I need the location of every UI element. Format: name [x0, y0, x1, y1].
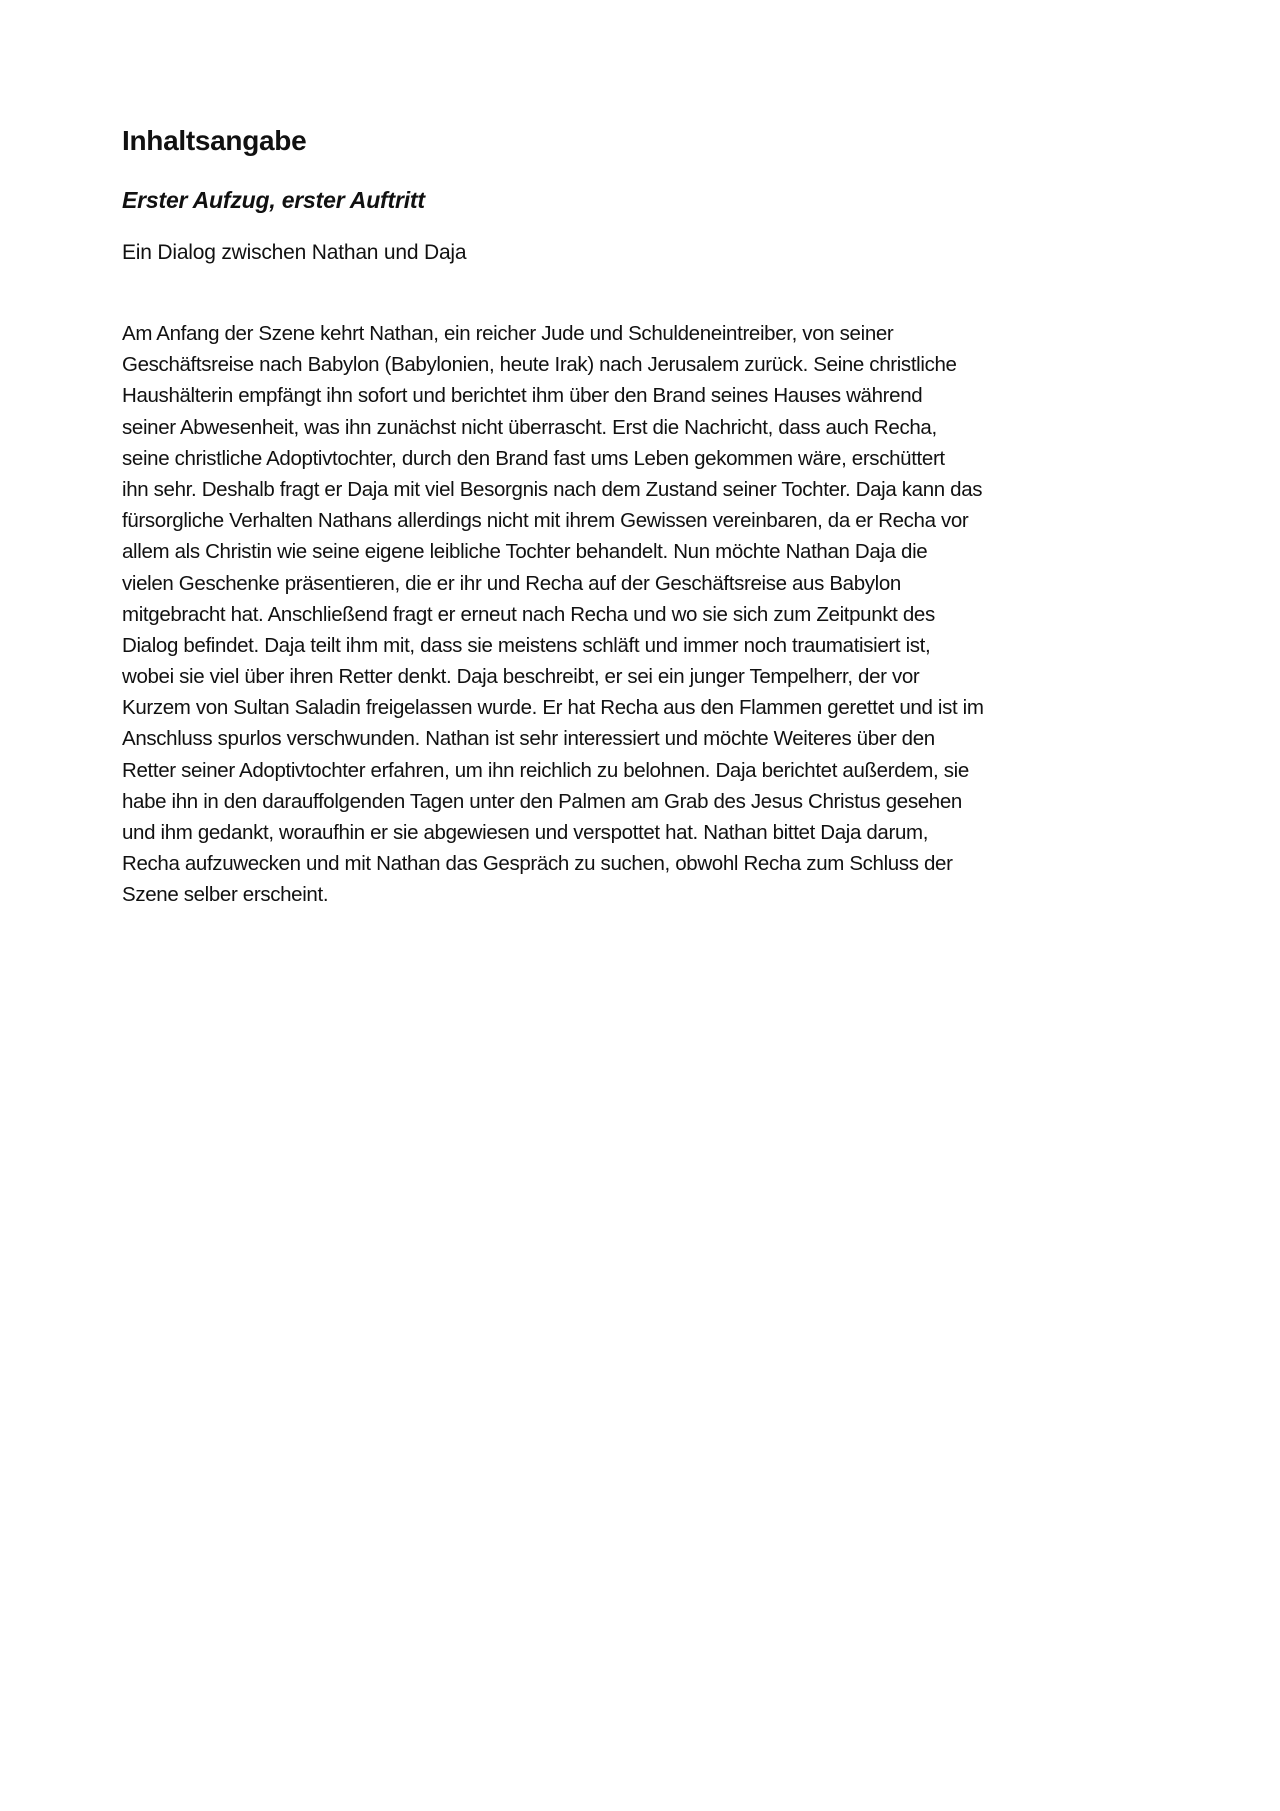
paragraph-line: Am Anfang der Szene kehrt Nathan, ein reicher Jude und Schuldeneintreiber, von seiner — [122, 322, 894, 345]
page-title: Inhaltsangabe — [122, 125, 307, 156]
paragraph-line: mitgebracht hat. Anschließend fragt er erneut nach Recha und wo sie sich zum Zeitpunkt des — [122, 602, 935, 626]
paragraph-line: Dialog befindet. Daja teilt ihm mit, dass sie meistens schläft und immer noch traumatisiert ist, — [122, 633, 931, 657]
paragraph-line: Geschäftsreise nach Babylon (Babylonien, heute Irak) nach Jerusalem zurück. Seine christliche — [122, 353, 957, 377]
paragraph-line: Anschluss spurlos verschwunden. Nathan ist sehr interessiert und möchte Weiteres über den — [122, 727, 935, 751]
section-subtitle: Ein Dialog zwischen Nathan und Daja — [122, 241, 467, 264]
paragraph-line: vielen Geschenke präsentieren, die er ihr und Recha auf der Geschäftsreise aus Babylon — [122, 571, 901, 595]
paragraph-line: Recha aufzuwecken und mit Nathan das Gespräch zu suchen, obwohl Recha zum Schluss der — [122, 852, 953, 876]
paragraph-line: Haushälterin empfängt ihn sofort und berichtet ihm über den Brand seines Hauses während — [122, 384, 923, 408]
paragraph-line: Kurzem von Sultan Saladin freigelassen wurde. Er hat Recha aus den Flammen gerettet und ist im — [122, 696, 984, 720]
summary-paragraph — [122, 318, 984, 911]
paragraph-line: Retter seiner Adoptivtochter erfahren, um ihn reichlich zu belohnen. Daja berichtet außerdem, sie — [122, 758, 969, 782]
paragraph-line: seiner Abwesenheit, was ihn zunächst nicht überrascht. Erst die Nachricht, dass auch Recha, — [122, 415, 937, 439]
paragraph-line: wobei sie viel über ihren Retter denkt. Daja beschreibt, er sei ein junger Tempelherr, der vor — [122, 665, 920, 689]
paragraph-line: habe ihn in den darauffolgenden Tagen unter den Palmen am Grab des Jesus Christus gesehen — [122, 789, 962, 813]
paragraph-line: seine christliche Adoptivtochter, durch den Brand fast ums Leben gekommen wäre, erschüttert — [122, 446, 945, 470]
paragraph-line: Szene selber erscheint. — [122, 883, 329, 907]
section-subheading: Erster Aufzug, erster Auftritt — [122, 187, 425, 213]
paragraph-line: fürsorgliche Verhalten Nathans allerdings nicht mit ihrem Gewissen vereinbaren, da er Recha vor — [122, 509, 969, 533]
paragraph-line: und ihm gedankt, woraufhin er sie abgewiesen und verspottet hat. Nathan bittet Daja darum, — [122, 821, 929, 844]
paragraph-line: allem als Christin wie seine eigene leibliche Tochter behandelt. Nun möchte Nathan Daja die — [122, 540, 928, 564]
paragraph-line: ihn sehr. Deshalb fragt er Daja mit viel Besorgnis nach dem Zustand seiner Tochter. Daja kann das — [122, 477, 983, 501]
